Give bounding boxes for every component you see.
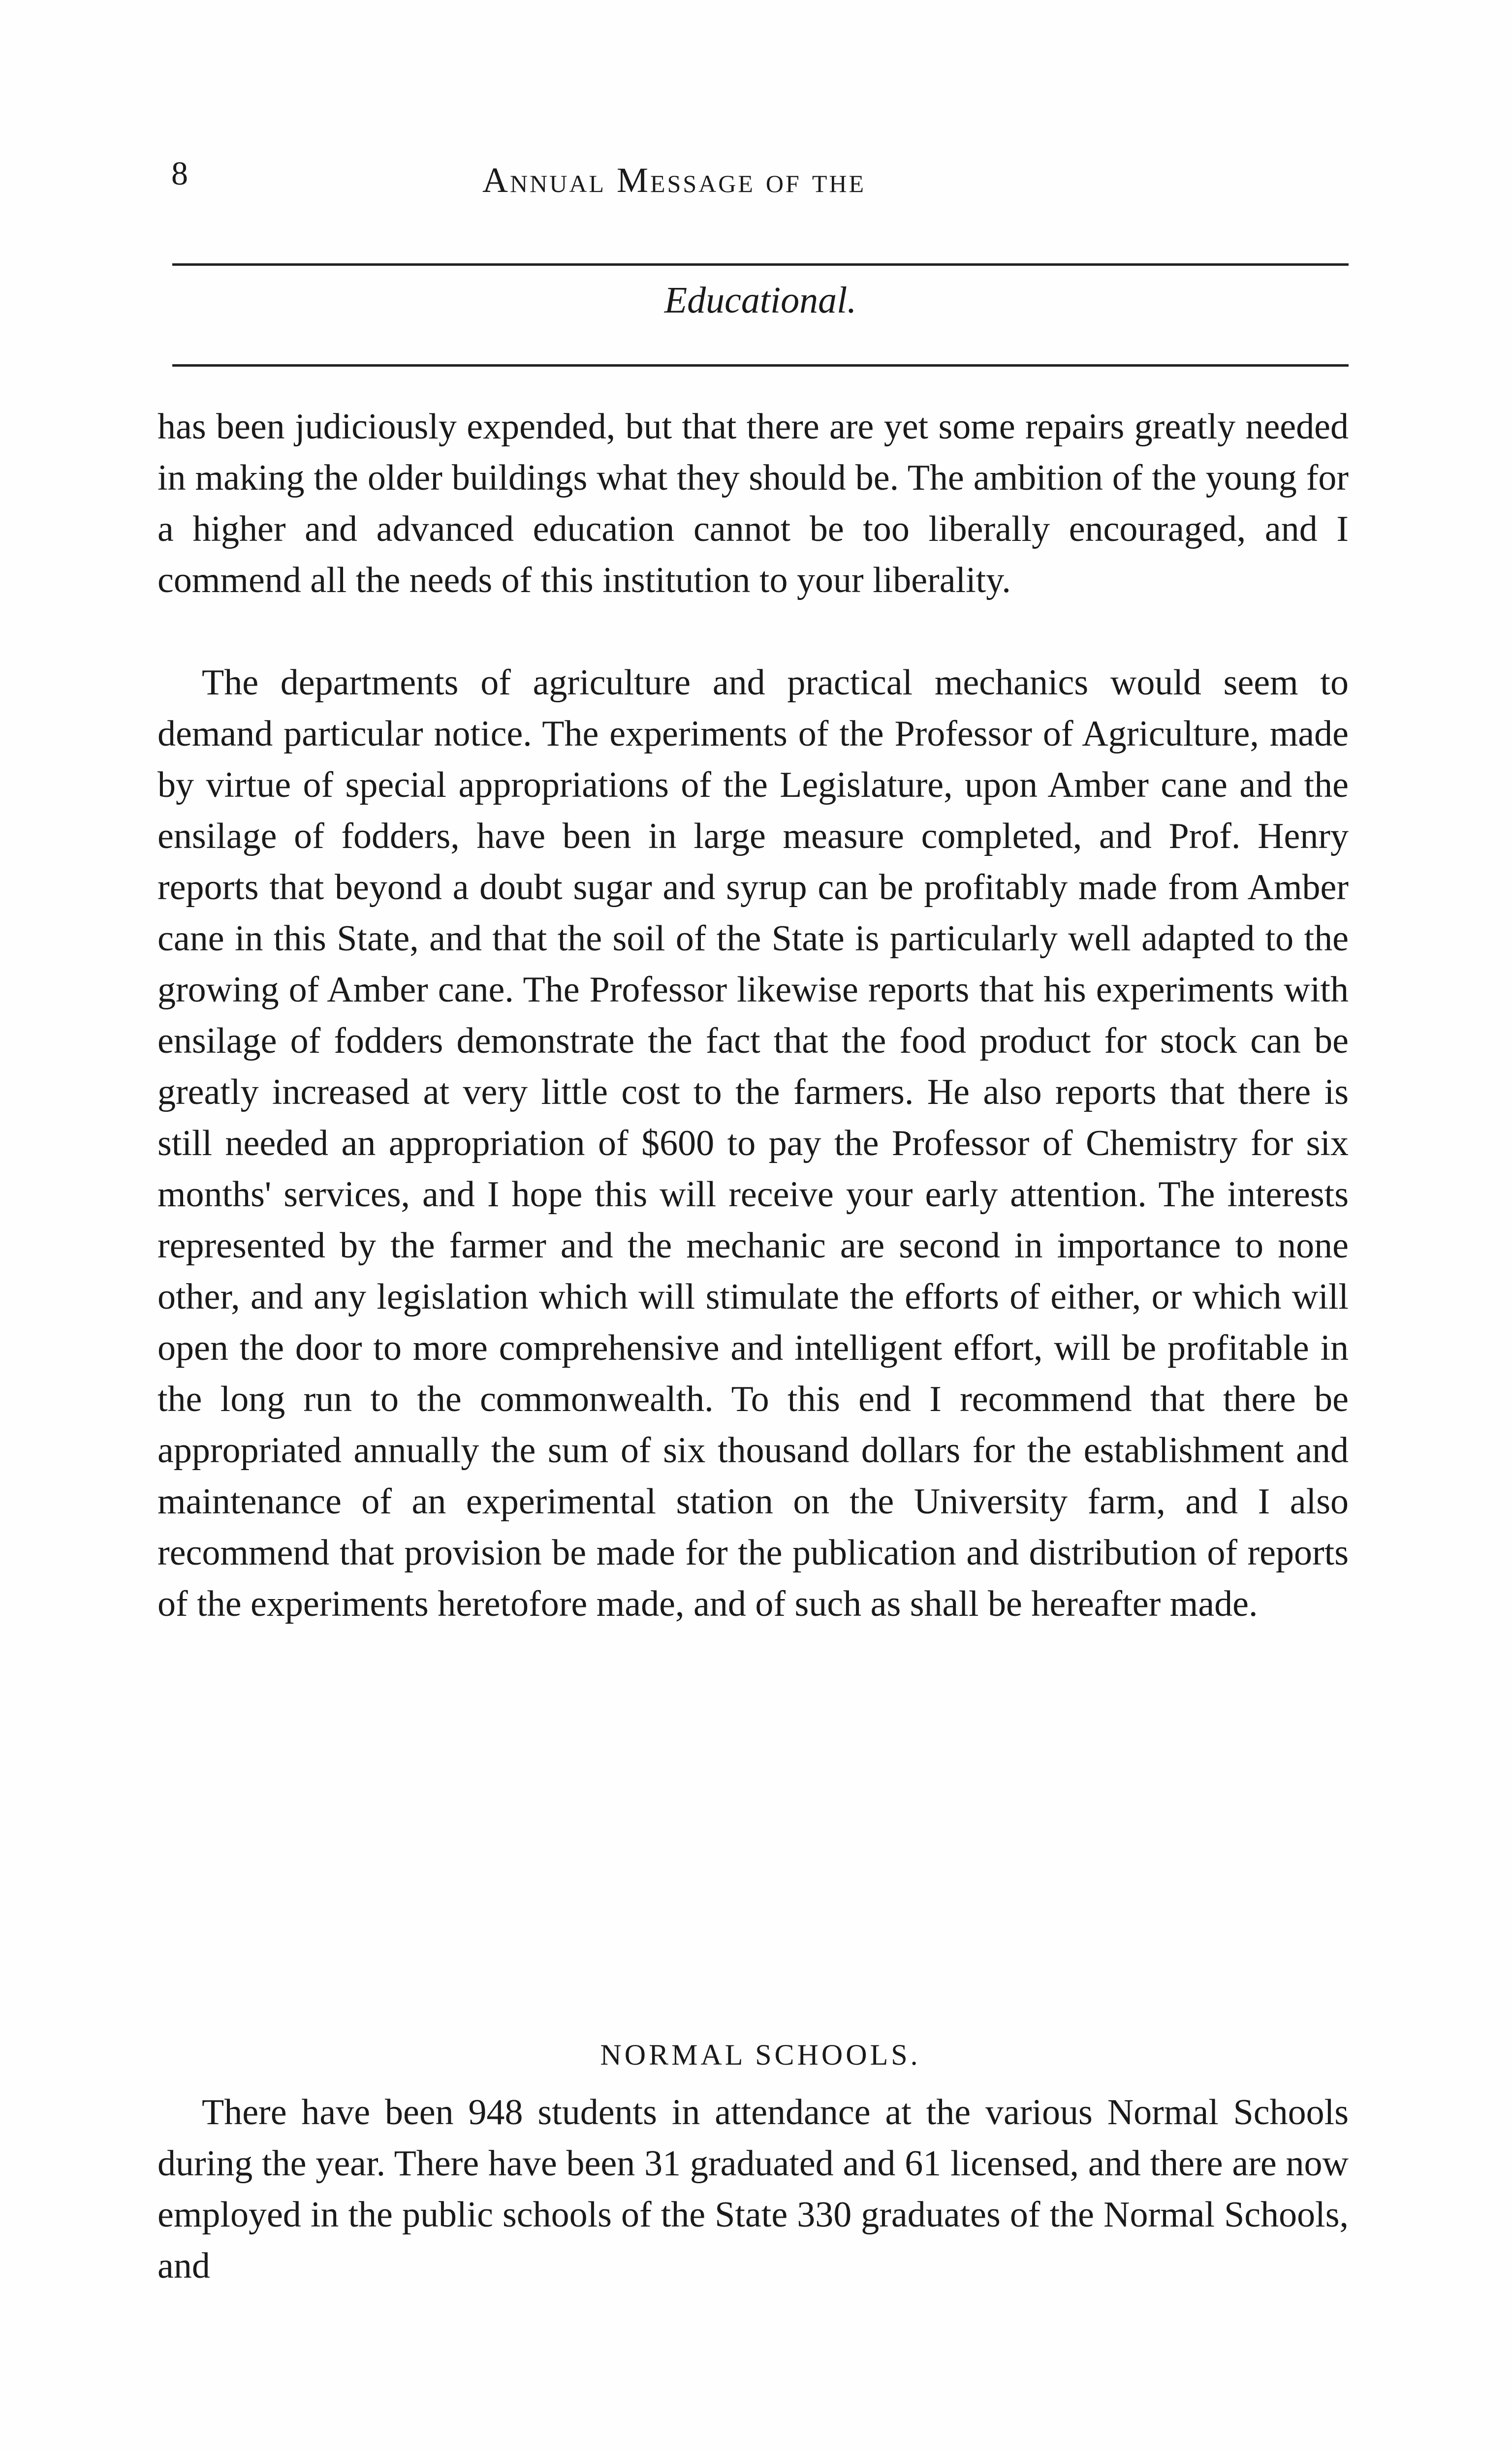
page-number: 8 [171,155,188,192]
paragraph-continuation: has been judiciously expended, but that there are yet some repairs greatly needed in making the older buildings what they should be. The ambition of the young for a higher and advanced education cannot be too liberally encouraged, and I commend all the needs of this institution to your liberality. [158,407,1349,600]
paragraph-agriculture: The departments of agriculture and practical mechanics would seem to demand particular notice. The experiments of the Professor of Agriculture, made by virtue of special appropriations of the Legislature, upon Amber cane and the ensilage of fodders, have been in large measure completed, and Prof. Henry reports that beyond a doubt sugar and syrup can be profitably made from Amber cane in this State, and that the soil of the State is particularly well adapted to the growing of Amber cane. The Professor likewise reports that his experiments with ensilage of fodders demonstrate the fact that the food product for stock can be greatly increased at very little cost to the farmers. He also reports that there is still needed an appropriation of $600 to pay the Professor of Chemistry for six months' services, and I hope this will receive your early attention. The interests represented by the farmer and the mechanic are second in importance to none other, and any legislation which will stimulate the efforts of either, or which will open the door to more comprehensive and intelligent effort, will be profitable in the long run to the commonwealth. To this end I recommend that there be appropriated annually the sum of six thousand dollars for the establishment and maintenance of an experimental station on the University farm, and I also recommend that provision be made for the publication and distribution of reports of the experiments heretofore made, and of such as shall be hereafter made. [158,662,1349,1624]
subheading-normal-schools: NORMAL SCHOOLS. [600,2039,921,2071]
paragraph-normal-schools: There have been 948 students in attendance at the various Normal Schools during the year. There have been 31 graduated and 61 licensed, and there are now employed in the public schools of the State 330 graduates of the Normal Schools, and [158,2092,1349,2286]
running-head-title: Annual Message of the [482,160,866,200]
section-label: Educational. [664,280,857,321]
header-rule-bottom [172,364,1349,367]
header-rule-top [172,263,1349,266]
